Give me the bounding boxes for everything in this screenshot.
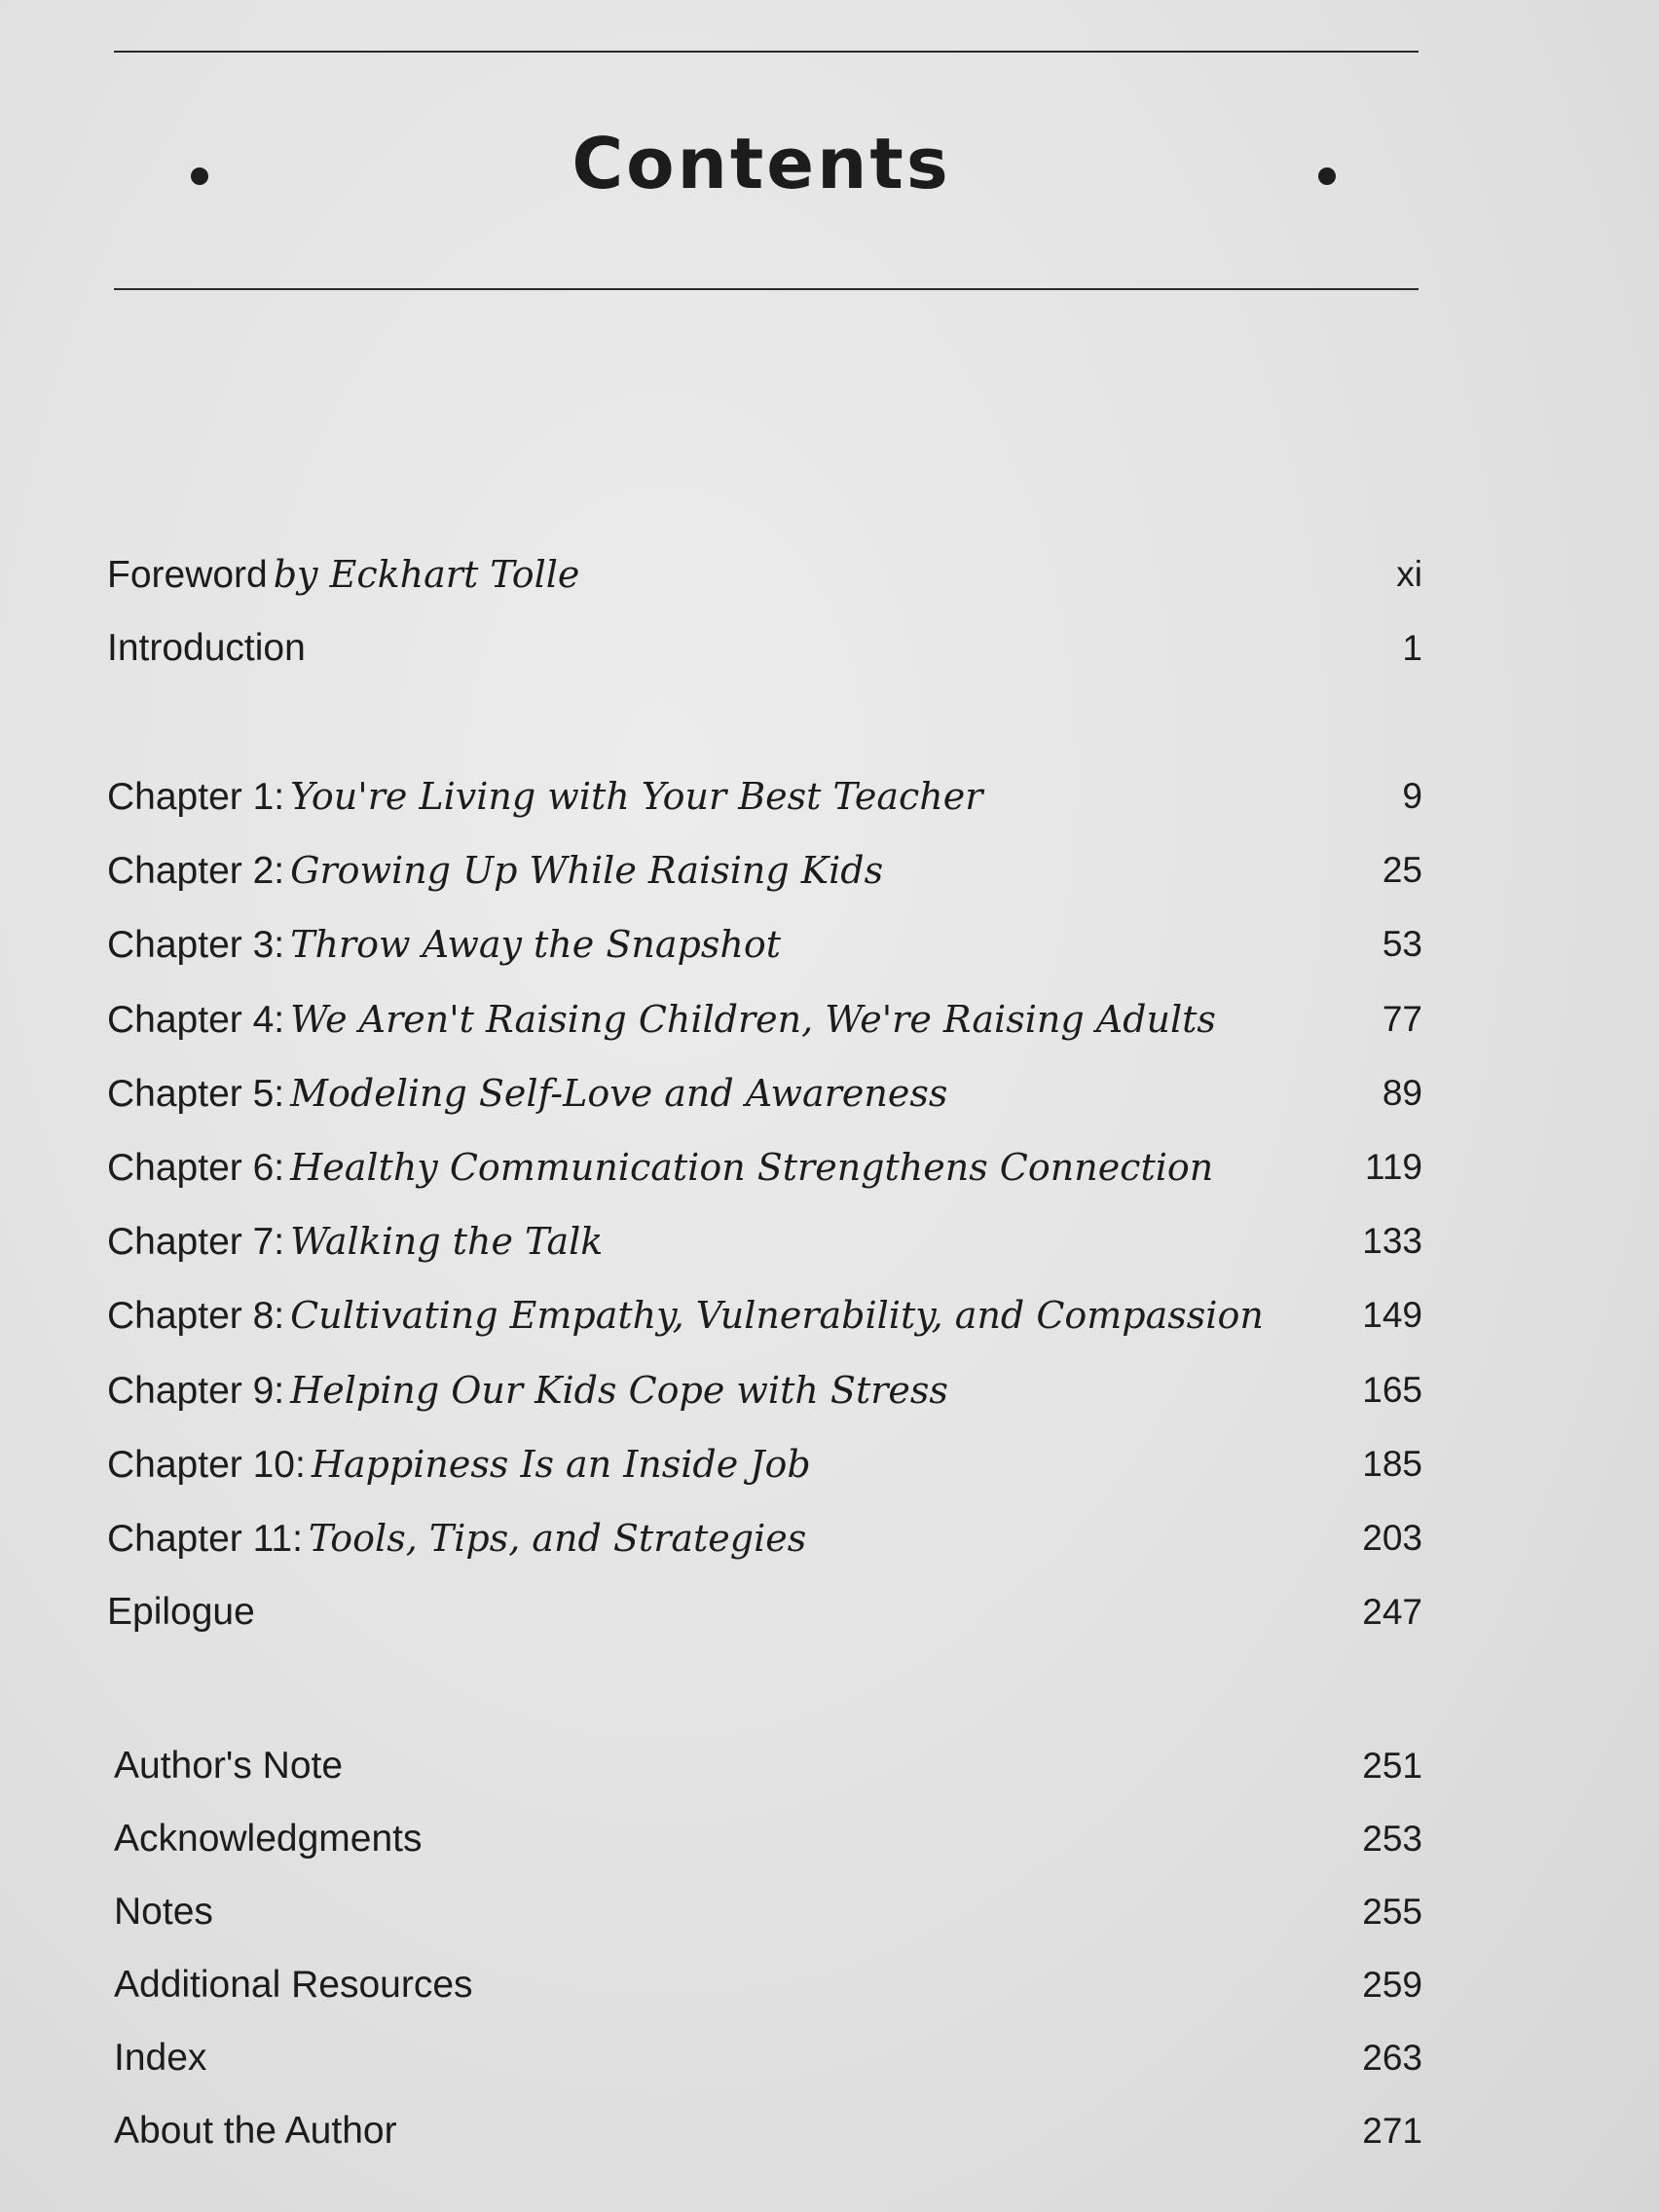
toc-entry-title: Modeling Self-Love and Awareness [290, 1071, 948, 1115]
toc-entry-heading: Chapter 2: [107, 850, 285, 893]
toc-chapter-entry [107, 1140, 1422, 1195]
toc-entry-label [107, 1066, 947, 1122]
toc-entry-heading: Chapter 5: [107, 1072, 285, 1115]
toc-chapter-entry [107, 1437, 1422, 1492]
toc-chapter-entry [107, 769, 1422, 824]
right-bullet-ornament [1318, 167, 1336, 185]
toc-entry-title: Walking the Talk [290, 1220, 604, 1264]
bottom-rule [114, 288, 1419, 290]
toc-entry-heading: Author's Note [114, 1745, 344, 1787]
toc-page-number: xi [1396, 554, 1422, 594]
toc-entry-title: Growing Up While Raising Kids [290, 849, 884, 893]
toc-entry-heading: Epilogue [107, 1591, 255, 1634]
toc-page-number: 251 [1362, 1746, 1422, 1786]
toc-entry-label [107, 1437, 811, 1493]
toc-entry-heading: Chapter 6: [107, 1147, 285, 1189]
toc-entry-label [107, 843, 883, 899]
toc-entry-heading: Foreword [107, 554, 268, 596]
toc-entry [114, 1812, 1422, 1866]
toc-page-number: 77 [1382, 998, 1422, 1039]
toc-page-number: 253 [1362, 1819, 1422, 1859]
toc-entry-label [114, 1739, 343, 1793]
toc-entry-label [107, 1288, 1264, 1344]
toc-entry-title: Throw Away the Snapshot [290, 923, 781, 967]
toc-chapter-entry [107, 1511, 1422, 1566]
toc-entry-title: You're Living with Your Best Teacher [290, 775, 983, 818]
toc-entry [114, 2031, 1422, 2085]
toc-entry [114, 1885, 1422, 1939]
toc-entry-title: Tools, Tips, and Strategies [308, 1517, 807, 1560]
toc-entry-label [107, 621, 306, 676]
toc-entry-heading: About the Author [114, 2110, 397, 2152]
toc-entry-label [114, 2031, 206, 2085]
toc-page-number: 9 [1402, 776, 1422, 816]
toc-entry-title: We Aren't Raising Children, We're Raising Adults [290, 997, 1216, 1041]
toc-entry-heading: Chapter 9: [107, 1369, 285, 1412]
toc-entry-heading: Index [114, 2037, 207, 2079]
toc-page-number: 119 [1365, 1147, 1422, 1187]
toc-entry-label [114, 1885, 213, 1939]
toc-entry-label [107, 769, 982, 825]
toc-page-number: 259 [1362, 1965, 1422, 2005]
toc-entry-heading: Chapter 7: [107, 1221, 285, 1264]
toc-entry-label [107, 917, 781, 973]
toc-entry-heading: Notes [114, 1891, 213, 1933]
toc-entry-title: Healthy Communication Strengthens Connection [290, 1146, 1214, 1189]
toc-entry-label [107, 1214, 603, 1270]
toc-chapter-entry [107, 1066, 1422, 1121]
toc-entry-label [114, 1812, 423, 1866]
toc-entry-title: by Eckhart Tolle [273, 553, 580, 596]
page-title: Contents [571, 123, 951, 204]
toc-entry-label [107, 547, 579, 603]
toc-chapter-entry [107, 843, 1422, 898]
toc-page-number: 247 [1362, 1592, 1422, 1633]
toc-entry-label [114, 1958, 473, 2012]
toc-chapter-entry [107, 1288, 1422, 1343]
toc-entry-label [107, 1363, 948, 1419]
toc-entry [107, 547, 1422, 602]
toc-chapter-entry [107, 1363, 1422, 1418]
toc-entry-heading: Chapter 4: [107, 998, 285, 1041]
toc-chapter-entry [107, 992, 1422, 1047]
toc-entry-heading: Additional Resources [114, 1964, 473, 2006]
toc-page-number: 263 [1362, 2038, 1422, 2078]
toc-page-number: 133 [1362, 1221, 1422, 1262]
toc-entry-heading: Chapter 3: [107, 924, 285, 967]
toc-entry-title: Cultivating Empathy, Vulnerability, and Compassion [290, 1294, 1264, 1338]
toc-page-number: 53 [1382, 924, 1422, 965]
toc-chapter-entry [107, 1585, 1422, 1640]
toc-entry-heading: Chapter 10: [107, 1443, 306, 1486]
toc-entry-title: Happiness Is an Inside Job [311, 1442, 811, 1486]
toc-page-number: 203 [1362, 1518, 1422, 1558]
toc-page-number: 271 [1362, 2111, 1422, 2151]
toc-entry [114, 1739, 1422, 1793]
top-rule [114, 51, 1419, 53]
toc-entry-heading: Chapter 11: [107, 1518, 303, 1560]
toc-entry-label [107, 992, 1216, 1048]
toc-entry-label [107, 1140, 1213, 1196]
toc-page-number: 255 [1362, 1892, 1422, 1932]
toc-page-number: 25 [1382, 850, 1422, 891]
toc-entry [114, 1958, 1422, 2012]
toc-chapter-entry [107, 917, 1422, 972]
toc-entry [114, 2104, 1422, 2158]
toc-entry-heading: Acknowledgments [114, 1818, 423, 1860]
toc-entry-heading: Introduction [107, 627, 306, 669]
toc-entry-label [114, 2104, 397, 2158]
toc-entry-heading: Chapter 8: [107, 1295, 285, 1338]
toc-page-number: 165 [1362, 1369, 1422, 1410]
toc-page-number: 89 [1382, 1072, 1422, 1113]
toc-entry-label [107, 1585, 255, 1640]
toc-entry-title: Helping Our Kids Cope with Stress [290, 1368, 948, 1412]
toc-page-number: 149 [1362, 1295, 1422, 1336]
toc-entry-label [107, 1511, 806, 1567]
toc-page-number: 185 [1362, 1443, 1422, 1484]
toc-entry-heading: Chapter 1: [107, 776, 285, 818]
toc-entry [107, 621, 1422, 676]
toc-page-number: 1 [1402, 628, 1422, 668]
toc-chapter-entry [107, 1214, 1422, 1269]
